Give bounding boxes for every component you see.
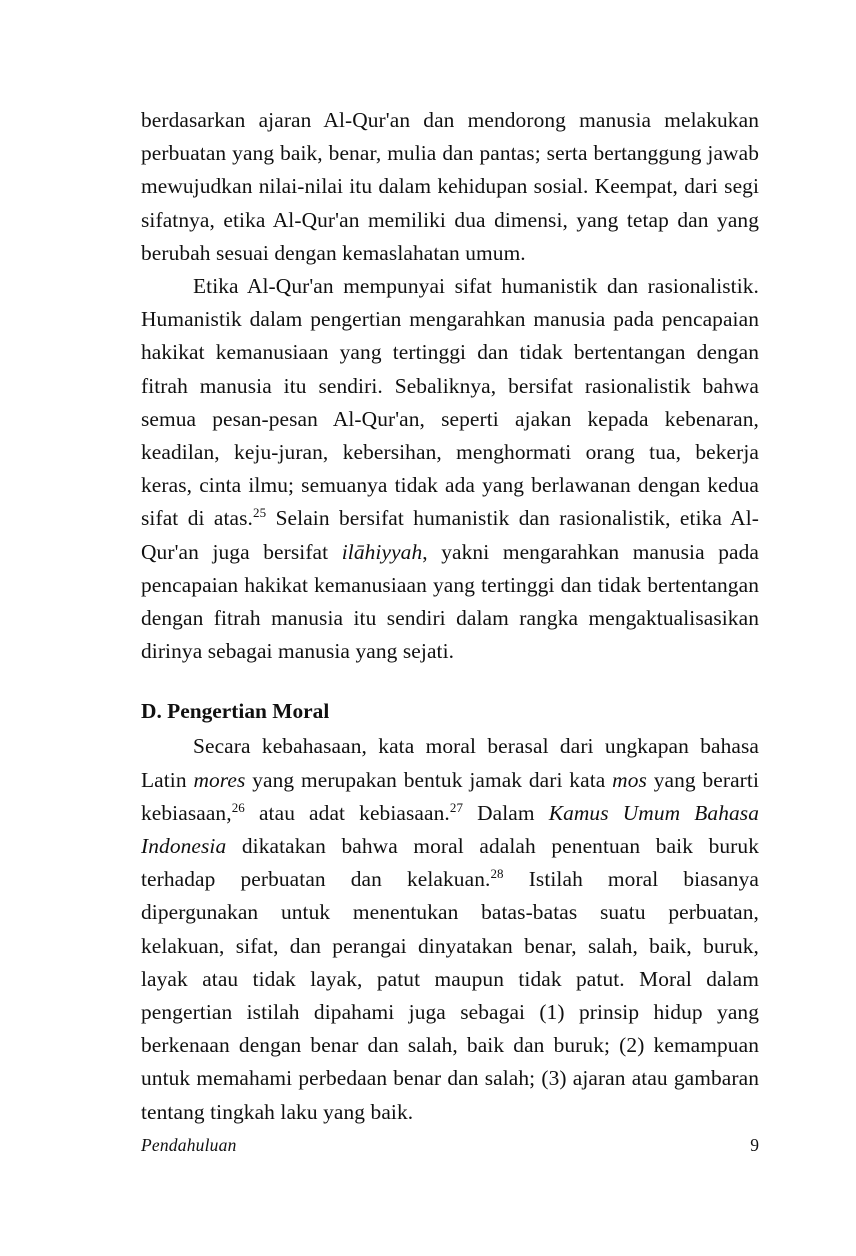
footnote-marker: 25 [253, 505, 267, 521]
footnote-marker: 26 [231, 799, 245, 815]
page-footer [141, 1135, 759, 1156]
text-run: , yakni mengarahkan manusia pada pencapaian hakikat kemanusiaan yang tertinggi dan tidak bertentangan dengan fitrah manusia itu sendiri dalam rangka mengaktualisasikan dirinya sebagai manusia yang sejati. [141, 539, 760, 664]
text-run: Istilah moral biasanya dipergunakan untuk menentukan batas-batas suatu perbuatan, kelakuan, sifat, dan perangai dinyatakan benar, salah, baik, buruk, layak atau tidak layak, patut maupun tidak patut. Moral dalam pengertian istilah dipahami juga sebagai (1) prinsip hidup yang berkenaan dengan benar dan salah, baik dan buruk; (2) kemampuan untuk memahami perbedaan benar dan salah; (3) ajaran atau gambaran tentang tingkah laku yang baik. [141, 867, 759, 1124]
section-heading-pengertian-moral: D. Pengertian Moral [141, 699, 330, 724]
italic-run: ilāhiyyah [341, 539, 423, 564]
paragraph-3 [141, 730, 759, 1128]
italic-run: Kamus Umum Bahasa Indonesia [141, 800, 759, 859]
paragraph-1 [141, 104, 759, 270]
footnote-marker: 27 [449, 799, 464, 815]
text-run: yang merupakan bentuk jamak dari kata [245, 767, 613, 792]
italic-run: mores [193, 767, 246, 792]
text-run: Etika Al-Qur'an mempunyai sifat humanistik dan rasionalistik. Humanistik dalam pengertian mengarahkan manusia pada pencapaian hakikat kemanusiaan yang tertinggi dan tidak bertentangan dengan fitrah manusia itu sendiri. Sebaliknya, bersifat rasionalistik bahwa semua pesan-pesan Al-Qur'an, seperti ajakan kepada kebenaran, keadilan, keju-juran, kebersihan, menghormati orang tua, bekerja keras, cinta ilmu; semuanya tidak ada yang berlawanan dengan kedua sifat di atas. [141, 274, 759, 531]
page-text-column [141, 104, 759, 1129]
text-run: Secara kebahasaan, kata moral berasal dari ungkapan bahasa Latin [141, 734, 759, 792]
footer-page-number: 9 [750, 1135, 759, 1155]
paragraph-2 [141, 270, 759, 668]
text-run: yang berarti kebiasaan, [141, 767, 759, 825]
text-run: Selain bersifat humanistik dan rasionalistik, etika Al-Qur'an juga bersifat [141, 506, 759, 564]
footnote-marker: 28 [490, 866, 504, 882]
italic-run: mos [612, 767, 647, 792]
text-run: Dalam [463, 800, 549, 825]
text-run: dikatakan bahwa moral adalah penentuan baik buruk terhadap perbuatan dan kelakuan. [141, 834, 759, 892]
text-run: berdasarkan ajaran Al-Qur'an dan mendorong manusia melakukan perbuatan yang baik, benar, mulia dan pantas; serta bertanggung jawab mewujudkan nilai-nilai itu dalam kehidupan sosial. Keempat, dari segi sifatnya, etika Al-Qur'an memiliki dua dimensi, yang tetap dan yang berubah sesuai dengan kemaslahatan umum. [141, 108, 759, 265]
footer-running-title: Pendahuluan [141, 1135, 237, 1155]
text-run: atau adat kebiasaan. [244, 800, 450, 825]
